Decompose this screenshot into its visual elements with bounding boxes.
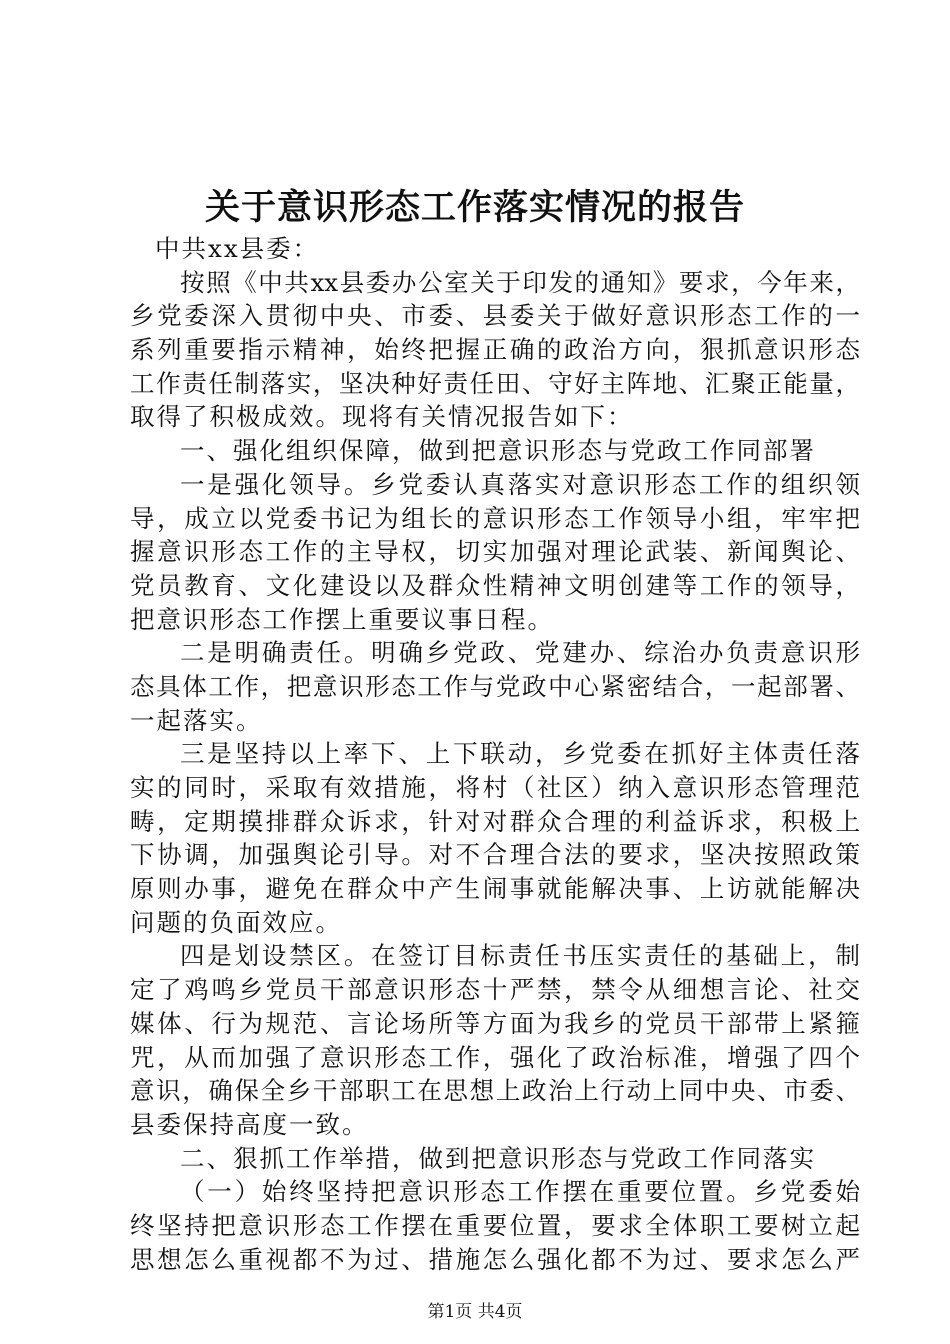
page-number-footer: 第1页 共4页 — [427, 1302, 523, 1322]
paragraph-line: 思想怎么重视都不为过、措施怎么强化都不为过、要求怎么严 — [130, 1244, 860, 1274]
paragraph-line: 终坚持把意识形态工作摆在重要位置，要求全体职工要树立起 — [130, 1210, 860, 1240]
paragraph-line: 实的同时，采取有效措施，将村（社区）纳入意识形态管理范 — [130, 773, 860, 802]
paragraph-line: 导，成立以党委书记为组长的意识形态工作领导小组，牢牢把 — [130, 503, 860, 533]
paragraph-line: 问题的负面效应。 — [130, 907, 342, 937]
paragraph-line: 下协调，加强舆论引导。对不合理合法的要求，坚决按照政策 — [130, 840, 860, 870]
paragraph-line: 把意识形态工作摆上重要议事日程。 — [130, 604, 554, 634]
document-title: 关于意识形态工作落实情况的报告 — [204, 187, 745, 228]
paragraph-line: 原则办事，避免在群众中产生闹事就能解决事、上访就能解决 — [130, 874, 860, 904]
paragraph-line: 乡党委深入贯彻中央、市委、县委关于做好意识形态工作的一 — [130, 301, 860, 331]
paragraph-line: 取得了积极成效。现将有关情况报告如下： — [130, 402, 634, 432]
document-body — [130, 232, 860, 1276]
paragraph-line: 意识，确保全乡干部职工在思想上政治上行动上同中央、市委、 — [130, 1076, 860, 1106]
paragraph-line: 四是划设禁区。在签订目标责任书压实责任的基础上，制 — [180, 941, 860, 971]
section-heading: 二、狠抓工作举措，做到把意识形态与党政工作同落实 — [180, 1143, 816, 1173]
paragraph-line: 畴，定期摸排群众诉求，针对对群众合理的利益诉求，积极上 — [130, 806, 860, 836]
paragraph-line: 一起落实。 — [130, 705, 263, 735]
paragraph-line: 系列重要指示精神，始终把握正确的政治方向，狠抓意识形态 — [130, 335, 860, 365]
paragraph-line: 定了鸡鸣乡党员干部意识形态十严禁，禁令从细想言论、社交 — [130, 975, 860, 1005]
paragraph-line: 三是坚持以上率下、上下联动，乡党委在抓好主体责任落 — [180, 739, 860, 769]
paragraph-line: 媒体、行为规范、言论场所等方面为我乡的党员干部带上紧箍 — [130, 1008, 860, 1038]
paragraph-line: （一）始终坚持把意识形态工作摆在重要位置。乡党委始 — [180, 1177, 860, 1207]
paragraph-line: 工作责任制落实，坚决种好责任田、守好主阵地、汇聚正能量， — [130, 368, 860, 398]
paragraph-line: 县委保持高度一致。 — [130, 1109, 369, 1139]
paragraph-line: 一是强化领导。乡党委认真落实对意识形态工作的组织领 — [180, 469, 860, 499]
paragraph-line: 按照《中共xx县委办公室关于印发的通知》要求，今年来， — [180, 267, 860, 297]
section-heading: 一、强化组织保障，做到把意识形态与党政工作同部署 — [180, 436, 816, 466]
salutation-line: 中共xx县委： — [155, 234, 320, 263]
paragraph-line: 咒，从而加强了意识形态工作，强化了政治标准，增强了四个 — [130, 1042, 860, 1072]
paragraph-line: 态具体工作，把意识形态工作与党政中心紧密结合，一起部署、 — [130, 671, 860, 701]
paragraph-line: 党员教育、文化建设以及群众性精神文明创建等工作的领导， — [130, 570, 860, 600]
paragraph-line: 握意识形态工作的主导权，切实加强对理论武装、新闻舆论、 — [130, 537, 860, 567]
paragraph-line: 二是明确责任。明确乡党政、党建办、综治办负责意识形 — [180, 638, 860, 668]
